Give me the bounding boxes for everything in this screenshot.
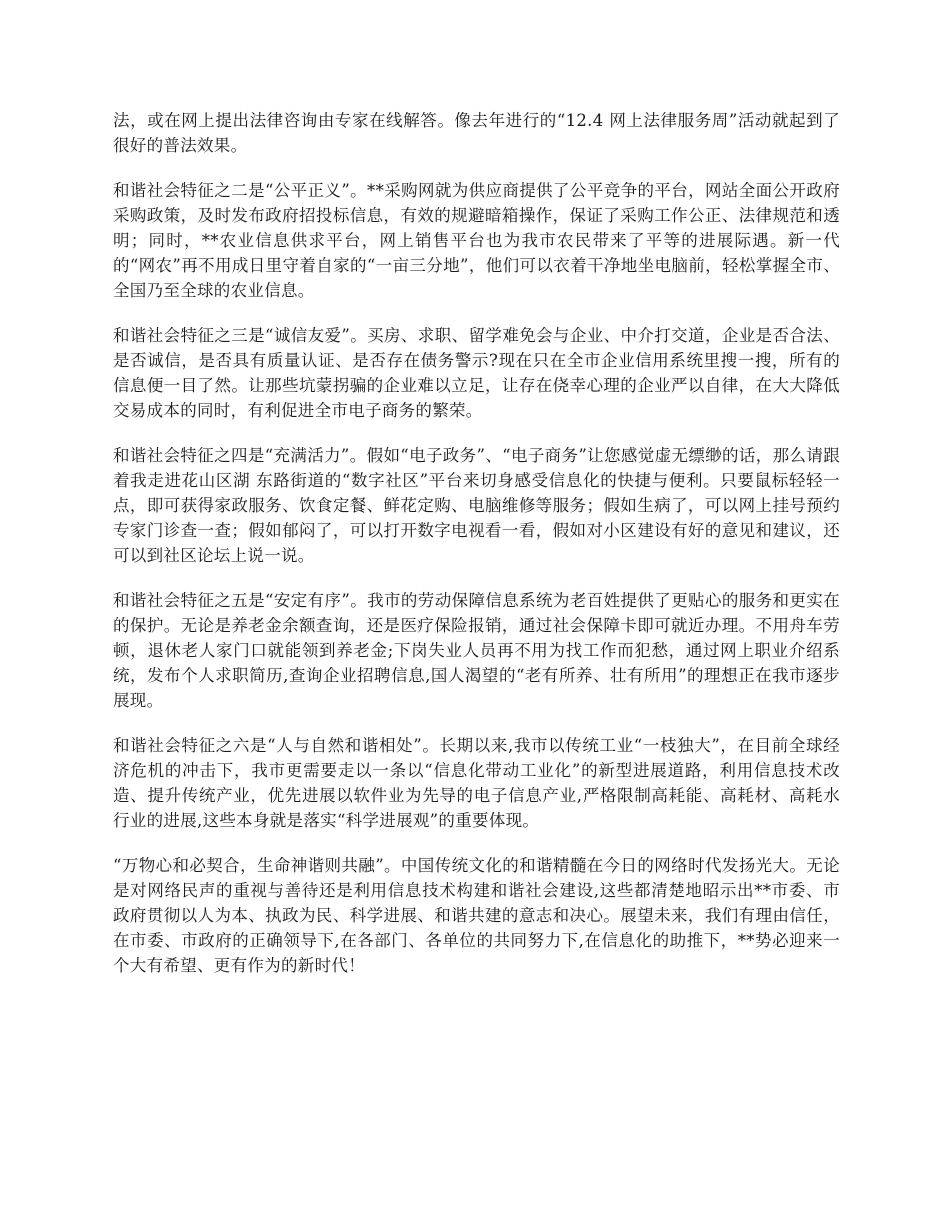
paragraph-6: 和谐社会特征之六是“人与自然和谐相处”。长期以来,我市以传统工业“一枝独大”，在目前全球经济危机的冲击下，我市更需要走以一条以“信息化带动工业化”的新型进展道路，利用信息技术改造、提升传统产业，优先进展以软件业为先导的电子信息产业,严格限制高耗能、高耗材、高耗水行业的进展,这些本身就是落实“科学进展观”的重要体现。 xyxy=(113,736,840,830)
paragraph-4: 和谐社会特征之四是“充满活力”。假如“电子政务”、“电子商务”让您感觉虚无缥缈的话，那么请跟着我走进花山区湖 东路街道的“数字社区”平台来切身感受信息化的快捷与便利。只要鼠标轻轻一点，即可获得家政服务、饮食定餐、鲜花定购、电脑维修等服务；假如生病了，可以网上挂号预约专家门诊查一查；假如郁闷了，可以打开数字电视看一看，假如对小区建设有好的意见和建议，还可以到社区论坛上说一说。 xyxy=(113,446,840,565)
paragraph-3: 和谐社会特征之三是“诚信友爱”。买房、求职、留学难免会与企业、中介打交道，企业是否合法、是否诚信，是否具有质量认证、是否存在债务警示?现在只在全市企业信用系统里搜一搜，所有的信息便一目了然。让那些坑蒙拐骗的企业难以立足，让存在侥幸心理的企业严以自律，在大大降低交易成本的同时，有利促进全市电子商务的繁荣。 xyxy=(113,326,840,420)
paragraph-1: 法，或在网上提出法律咨询由专家在线解答。像去年进行的“12.4 网上法律服务周”活动就起到了很好的普法效果。 xyxy=(113,111,840,155)
paragraph-2: 和谐社会特征之二是“公平正义”。**采购网就为供应商提供了公平竞争的平台，网站全面公开政府采购政策，及时发布政府招投标信息，有效的规避暗箱操作，保证了采购工作公正、法律规范和透明；同时，**农业信息供求平台，网上销售平台也为我市农民带来了平等的进展际遇。新一代的“网农”再不用成日里守着自家的“一亩三分地”，他们可以衣着干净地坐电脑前，轻松掌握全市、全国乃至全球的农业信息。 xyxy=(113,181,840,300)
paragraph-7: “万物心和必契合，生命神谐则共融”。中国传统文化的和谐精髓在今日的网络时代发扬光大。无论是对网络民声的重视与善待还是利用信息技术构建和谐社会建设,这些都清楚地昭示出**市委、市政府贯彻以人为本、执政为民、科学进展、和谐共建的意志和决心。展望未来，我们有理由信任，在市委、市政府的正确领导下,在各部门、各单位的共同努力下,在信息化的助推下，**势必迎来一个大有希望、更有作为的新时代！ xyxy=(113,856,840,975)
document-body xyxy=(113,108,840,998)
paragraph-5: 和谐社会特征之五是“安定有序”。我市的劳动保障信息系统为老百姓提供了更贴心的服务和更实在的保护。无论是养老金余额查询，还是医疗保险报销，通过社会保障卡即可就近办理。不用舟车劳顿，退休老人家门口就能领到养老金;下岗失业人员再不用为找工作而犯愁，通过网上职业介绍系统，发布个人求职简历,查询企业招聘信息,国人渴望的“老有所养、壮有所用”的理想正在我市逐步展现。 xyxy=(113,591,840,710)
